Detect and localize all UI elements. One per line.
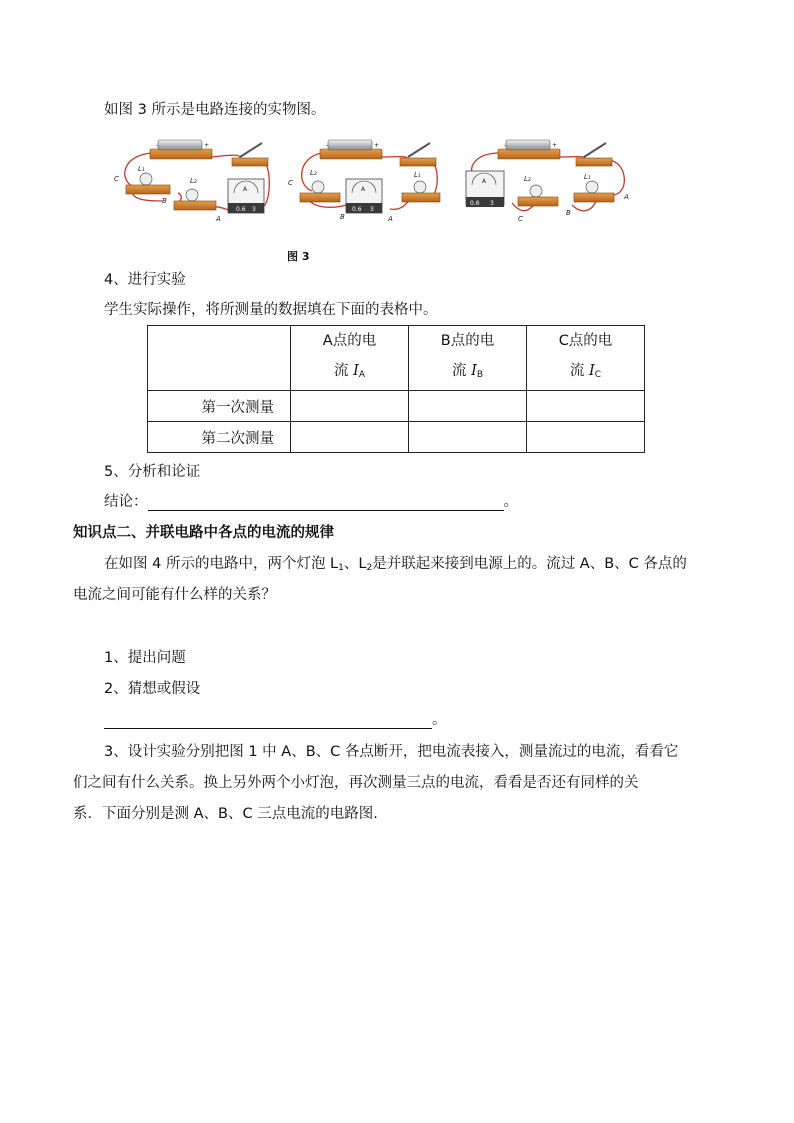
hypothesis-blank[interactable]: [104, 714, 432, 729]
svg-text:C L₁ L₂ B: C L₁ L₂ B A: [114, 165, 221, 223]
input-cell[interactable]: [527, 391, 645, 422]
row-label: 第一次测量: [148, 391, 291, 422]
item3-line3: 系．下面分别是测 A、B、C 三点电流的电路图.: [73, 806, 378, 822]
step4-instruction: 学生实际操作，将所测量的数据填在下面的表格中。: [104, 302, 438, 318]
header-current-c: C点的电 流 $I_C$: [527, 326, 645, 391]
switch-icon: [584, 143, 606, 157]
svg-text:C L₂ L₁ B: C L₂ L₁ B A: [288, 169, 421, 223]
table-corner-cell: [148, 326, 291, 391]
circuit-1: [114, 140, 269, 223]
circuit-3: [466, 140, 631, 223]
item3-line2: 们之间有什么关系。换上另外两个小灯泡，再次测量三点的电流，看看是否还有同样的关: [73, 775, 639, 791]
header-current-b: B点的电 流 $I_B$: [409, 326, 527, 391]
header-current-a: A点的电 流 $I_A$: [291, 326, 409, 391]
input-cell[interactable]: [527, 422, 645, 453]
bulb-icon: [530, 185, 542, 197]
section2-heading: 知识点二、并联电路中各点的电流的规律: [73, 525, 334, 541]
item2: 2、猜想或假设: [104, 681, 201, 697]
row-label: 第二次测量: [148, 422, 291, 453]
section2-para-line2: 电流之间可能有什么样的关系？: [73, 587, 276, 603]
table-row: [148, 422, 645, 453]
section2-para-line1: 在如图 4 所示的电路中，两个灯泡 $L_1$、$L_2$是并联起来接到电源上的。流过 A、B、C 各点的: [104, 556, 687, 573]
measurement-table: [147, 325, 645, 453]
item3-line1: 3、设计实验分别把图 1 中 A、B、C 各点断开，把电流表接入，测量流过的电流，看看它: [104, 744, 679, 760]
bulb-icon: [414, 181, 426, 193]
conclusion-label: 结论：: [104, 494, 148, 510]
bulb-icon: [312, 181, 324, 193]
conclusion-line: 结论： 。: [104, 494, 518, 510]
svg-text:A - + 0.6: A - + 0.6 3: [470, 142, 558, 207]
step5-title: 5、分析和论证: [104, 464, 201, 480]
table-header-row: [148, 326, 645, 391]
switch-icon: [408, 143, 430, 157]
input-cell[interactable]: [409, 422, 527, 453]
figure-caption: 图 3: [287, 250, 310, 263]
table-row: [148, 391, 645, 422]
battery-icon: [328, 140, 372, 150]
input-cell[interactable]: [291, 391, 409, 422]
switch-base: [232, 158, 268, 166]
bulb-icon: [586, 181, 598, 193]
circuit-2: [288, 140, 440, 223]
bulb-icon: [186, 189, 198, 201]
svg-text:A - + 0.6: A - + 0.6 3: [326, 142, 380, 213]
battery-base: [150, 149, 212, 159]
bulb-icon: [140, 173, 152, 185]
battery-base: [320, 149, 382, 159]
svg-text:A - + 0.6: A - + 0.6 3: [156, 142, 256, 213]
intro-text: 如图 3 所示是电路连接的实物图。: [104, 102, 326, 118]
conclusion-blank[interactable]: [148, 496, 504, 511]
item1: 1、提出问题: [104, 650, 186, 666]
hypothesis-line: 。: [104, 708, 447, 729]
switch-icon: [240, 143, 262, 157]
input-cell[interactable]: [409, 391, 527, 422]
step4-title: 4、进行实验: [104, 272, 186, 288]
battery-icon: [506, 140, 550, 150]
circuit-figure: [112, 135, 632, 227]
input-cell[interactable]: [291, 422, 409, 453]
svg-text:A L₂ L₁ C: A L₂ L₁ C B: [518, 173, 629, 223]
battery-icon: [158, 140, 202, 150]
